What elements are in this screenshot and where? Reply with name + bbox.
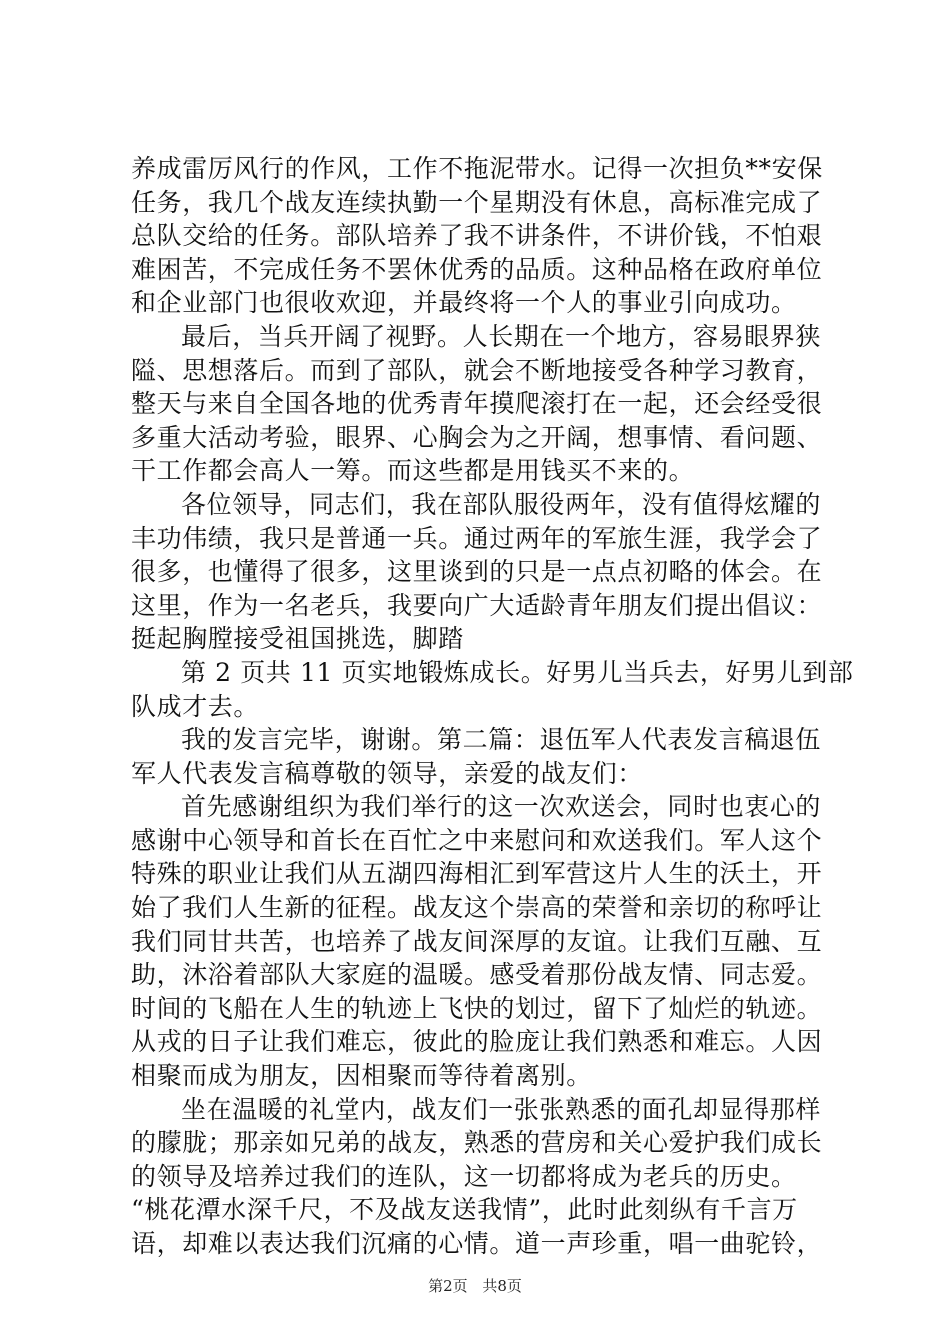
text-line: 军人代表发言稿尊敬的领导，亲爱的战友们：	[131, 758, 644, 788]
text-line: 语，却难以表达我们沉痛的心情。道一声珍重，唱一曲驼铃，	[131, 1229, 823, 1258]
text-line: 特殊的职业让我们从五湖四海相汇到军营这片人生的沃土，开	[131, 859, 823, 889]
text-line: 很多，也懂得了很多，这里谈到的只是一点点初略的体会。在	[131, 557, 823, 587]
text-line: 第 2 页共 11 页实地锻炼成长。好男儿当兵去，好男儿到部	[181, 657, 854, 687]
text-line: 坐在温暖的礼堂内，战友们一张张熟悉的面孔却显得那样	[181, 1094, 822, 1124]
text-line: 最后，当兵开阔了视野。人长期在一个地方，容易眼界狭	[181, 321, 822, 351]
text-line: 各位领导，同志们，我在部队服役两年，没有值得炫耀的	[181, 489, 822, 519]
text-line: 的朦胧；那亲如兄弟的战友，熟悉的营房和关心爱护我们成长	[131, 1128, 823, 1158]
text-line: 干工作都会高人一筹。而这些都是用钱买不来的。	[131, 456, 695, 486]
text-line: 这里，作为一名老兵，我要向广大适龄青年朋友们提出倡议：	[131, 590, 823, 620]
text-line: 始了我们人生新的征程。战友这个崇高的荣誉和亲切的称呼让	[131, 893, 823, 923]
text-line: 时间的飞船在人生的轨迹上飞快的划过，留下了灿烂的轨迹。	[131, 993, 823, 1023]
page-footer	[0, 1275, 950, 1296]
page-number: 第2页	[428, 1277, 468, 1295]
text-line: 感谢中心领导和首长在百忙之中来慰问和欢送我们。军人这个	[131, 825, 823, 855]
text-line: 我们同甘共苦，也培养了战友间深厚的友谊。让我们互融、互	[131, 926, 823, 956]
text-line: 总队交给的任务。部队培养了我不讲条件，不讲价钱，不怕艰	[131, 221, 823, 251]
text-line: 丰功伟绩，我只是普通一兵。通过两年的军旅生涯，我学会了	[131, 523, 823, 553]
text-line: 从戎的日子让我们难忘，彼此的脸庞让我们熟悉和难忘。人因	[131, 1027, 823, 1057]
document-body	[131, 152, 854, 1261]
text-line: 相聚而成为朋友，因相聚而等待着离别。	[131, 1061, 592, 1091]
text-line: 我的发言完毕，谢谢。第二篇：退伍军人代表发言稿退伍	[181, 725, 822, 755]
page-total: 共8页	[482, 1277, 522, 1295]
text-line: 隘、思想落后。而到了部队，就会不断地接受各种学习教育，	[131, 355, 823, 385]
text-line: 助，沐浴着部队大家庭的温暖。感受着那份战友情、同志爱。	[131, 960, 823, 990]
text-line: 和企业部门也很收欢迎，并最终将一个人的事业引向成功。	[131, 288, 797, 318]
text-line: 首先感谢组织为我们举行的这一次欢送会，同时也衷心的	[181, 792, 822, 822]
text-line: 挺起胸膛接受祖国挑选，脚踏	[131, 624, 464, 654]
text-line: 养成雷厉风行的作风，工作不拖泥带水。记得一次担负**安保	[131, 154, 823, 183]
text-line: 整天与来自全国各地的优秀青年摸爬滚打在一起，还会经受很	[131, 389, 823, 419]
text-line: 难困苦，不完成任务不罢休优秀的品质。这种品格在政府单位	[131, 254, 823, 284]
text-line: 的领导及培养过我们的连队，这一切都将成为老兵的历史。	[131, 1161, 797, 1191]
text-line: 任务，我几个战友连续执勤一个星期没有休息，高标准完成了	[131, 187, 823, 217]
text-line: 队成才去。	[131, 691, 260, 721]
text-line: 多重大活动考验，眼界、心胸会为之开阔，想事情、看问题、	[131, 422, 823, 452]
text-line: “桃花潭水深千尺，不及战友送我情”，此时此刻纵有千言万	[131, 1195, 798, 1225]
